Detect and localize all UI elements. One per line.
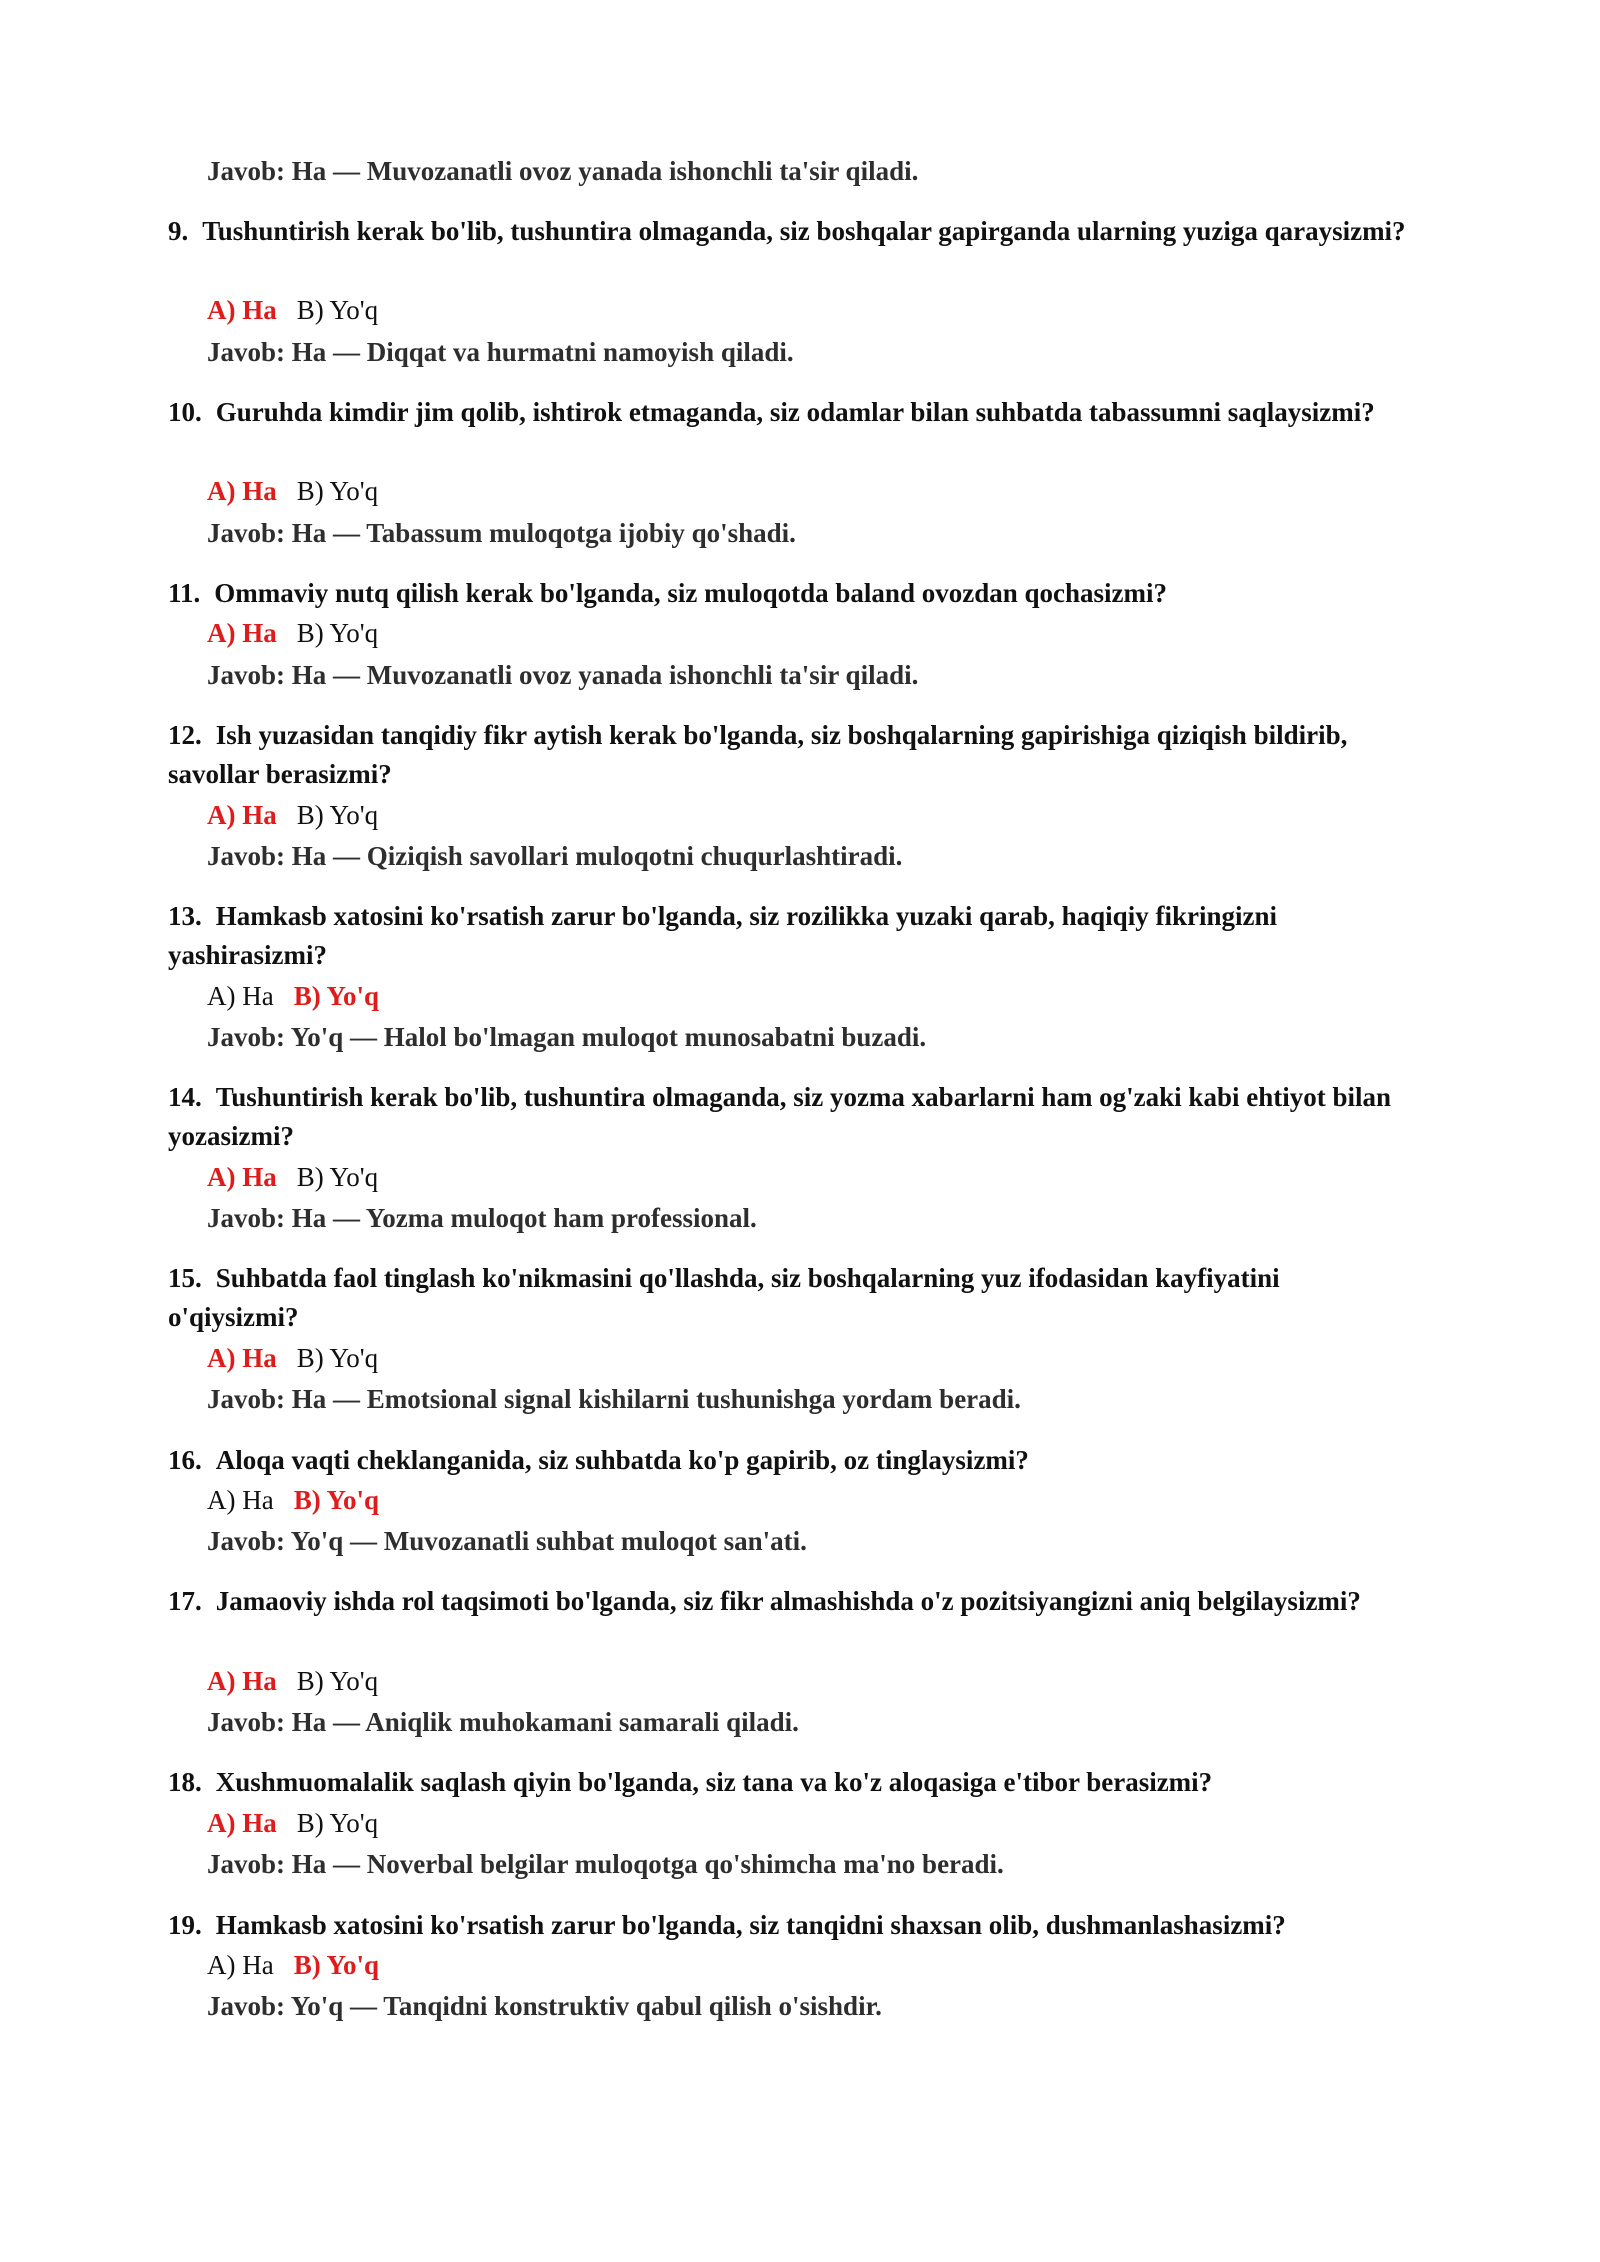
answer-line-11: Javob: Ha — Muvozanatli ovoz yanada ishonchli ta'sir qiladi. — [207, 660, 919, 690]
question-text: Tushuntirish kerak bo'lib, tushuntira olmaganda, siz boshqalar gapirganda ularning yuziga qaraysizmi? — [202, 216, 1406, 246]
option-b[interactable]: B) Yo'q — [296, 476, 379, 506]
question-text: Xushmuomalalik saqlash qiyin bo'lganda, siz tana va ko'z aloqasiga e'tibor berasizmi? — [215, 1767, 1213, 1797]
question-15 — [168, 1259, 1408, 1337]
option-b[interactable]: B) Yo'q — [296, 1666, 379, 1696]
question-text: Ommaviy nutq qilish kerak bo'lganda, siz muloqotda baland ovozdan qochasizmi? — [214, 578, 1167, 608]
question-17 — [168, 1582, 1408, 1621]
question-16 — [168, 1441, 1408, 1480]
options-12 — [207, 795, 378, 835]
option-a[interactable]: A) Ha — [207, 1343, 277, 1373]
question-text: Hamkasb xatosini ko'rsatish zarur bo'lganda, siz rozilikka yuzaki qarab, haqiqiy fikringizni yashirasizmi? — [168, 901, 1277, 970]
question-number: 9. — [168, 216, 189, 246]
options-14 — [207, 1157, 378, 1197]
option-a[interactable]: A) Ha — [207, 1485, 274, 1515]
option-a[interactable]: A) Ha — [207, 476, 277, 506]
question-number: 12. — [168, 720, 202, 750]
question-text: Hamkasb xatosini ko'rsatish zarur bo'lganda, siz tanqidni shaxsan olib, dushmanlashasizmi? — [215, 1910, 1286, 1940]
question-12 — [168, 716, 1408, 794]
options-9 — [207, 290, 378, 330]
option-a[interactable]: A) Ha — [207, 800, 277, 830]
intro-answer-line: Javob: Ha — Muvozanatli ovoz yanada ishonchli ta'sir qiladi. — [207, 156, 919, 186]
answer-line-15: Javob: Ha — Emotsional signal kishilarni tushunishga yordam beradi. — [207, 1384, 1021, 1414]
question-13 — [168, 897, 1408, 975]
option-b[interactable]: B) Yo'q — [296, 1808, 379, 1838]
question-text: Aloqa vaqti cheklanganida, siz suhbatda ko'p gapirib, oz tinglaysizmi? — [215, 1445, 1029, 1475]
option-b[interactable]: B) Yo'q — [293, 981, 380, 1011]
option-b[interactable]: B) Yo'q — [296, 1162, 379, 1192]
option-b[interactable]: B) Yo'q — [293, 1485, 380, 1515]
question-text: Suhbatda faol tinglash ko'nikmasini qo'llashda, siz boshqalarning yuz ifodasidan kayfiyatini o'qiysizmi? — [168, 1263, 1280, 1332]
question-number: 10. — [168, 397, 202, 427]
answer-line-10: Javob: Ha — Tabassum muloqotga ijobiy qo'shadi. — [207, 518, 796, 548]
options-18 — [207, 1803, 378, 1843]
question-number: 18. — [168, 1767, 202, 1797]
option-b[interactable]: B) Yo'q — [296, 800, 379, 830]
question-text: Ish yuzasidan tanqidiy fikr aytish kerak bo'lganda, siz boshqalarning gapirishiga qiziqish bildirib, savollar berasizmi? — [168, 720, 1348, 789]
option-a[interactable]: A) Ha — [207, 1162, 277, 1192]
question-number: 11. — [168, 578, 201, 608]
option-a[interactable]: A) Ha — [207, 1808, 277, 1838]
option-b[interactable]: B) Yo'q — [296, 295, 379, 325]
question-9 — [168, 212, 1408, 251]
answer-line-9: Javob: Ha — Diqqat va hurmatni namoyish qiladi. — [207, 337, 794, 367]
answer-line-18: Javob: Ha — Noverbal belgilar muloqotga qo'shimcha ma'no beradi. — [207, 1849, 1004, 1879]
question-number: 19. — [168, 1910, 202, 1940]
options-19 — [207, 1945, 379, 1985]
question-number: 17. — [168, 1586, 202, 1616]
option-a[interactable]: A) Ha — [207, 1950, 274, 1980]
answer-line-14: Javob: Ha — Yozma muloqot ham professional. — [207, 1203, 757, 1233]
answer-line-17: Javob: Ha — Aniqlik muhokamani samarali qiladi. — [207, 1707, 799, 1737]
answer-line-13: Javob: Yo'q — Halol bo'lmagan muloqot munosabatni buzadi. — [207, 1022, 927, 1052]
question-number: 14. — [168, 1082, 202, 1112]
question-11 — [168, 574, 1408, 613]
option-a[interactable]: A) Ha — [207, 618, 277, 648]
answer-line-12: Javob: Ha — Qiziqish savollari muloqotni chuqurlashtiradi. — [207, 841, 903, 871]
option-b[interactable]: B) Yo'q — [293, 1950, 380, 1980]
question-text: Guruhda kimdir jim qolib, ishtirok etmaganda, siz odamlar bilan suhbatda tabassumni saqlaysizmi? — [215, 397, 1375, 427]
options-13 — [207, 976, 379, 1016]
option-b[interactable]: B) Yo'q — [296, 618, 379, 648]
options-17 — [207, 1661, 378, 1701]
options-10 — [207, 471, 378, 511]
answer-line-16: Javob: Yo'q — Muvozanatli suhbat muloqot san'ati. — [207, 1526, 807, 1556]
options-16 — [207, 1480, 379, 1520]
question-10 — [168, 393, 1408, 432]
option-a[interactable]: A) Ha — [207, 1666, 277, 1696]
options-15 — [207, 1338, 378, 1378]
question-number: 15. — [168, 1263, 202, 1293]
question-14 — [168, 1078, 1408, 1156]
question-text: Jamaoviy ishda rol taqsimoti bo'lganda, siz fikr almashishda o'z pozitsiyangizni aniq belgilaysizmi? — [215, 1586, 1361, 1616]
option-a[interactable]: A) Ha — [207, 295, 277, 325]
option-a[interactable]: A) Ha — [207, 981, 274, 1011]
question-text: Tushuntirish kerak bo'lib, tushuntira olmaganda, siz yozma xabarlarni ham og'zaki kabi ehtiyot bilan yozasizmi? — [168, 1082, 1391, 1151]
options-11 — [207, 613, 378, 653]
question-19 — [168, 1906, 1408, 1945]
answer-line-19: Javob: Yo'q — Tanqidni konstruktiv qabul qilish o'sishdir. — [207, 1991, 882, 2021]
question-number: 16. — [168, 1445, 202, 1475]
question-number: 13. — [168, 901, 202, 931]
option-b[interactable]: B) Yo'q — [296, 1343, 379, 1373]
question-18 — [168, 1763, 1408, 1802]
